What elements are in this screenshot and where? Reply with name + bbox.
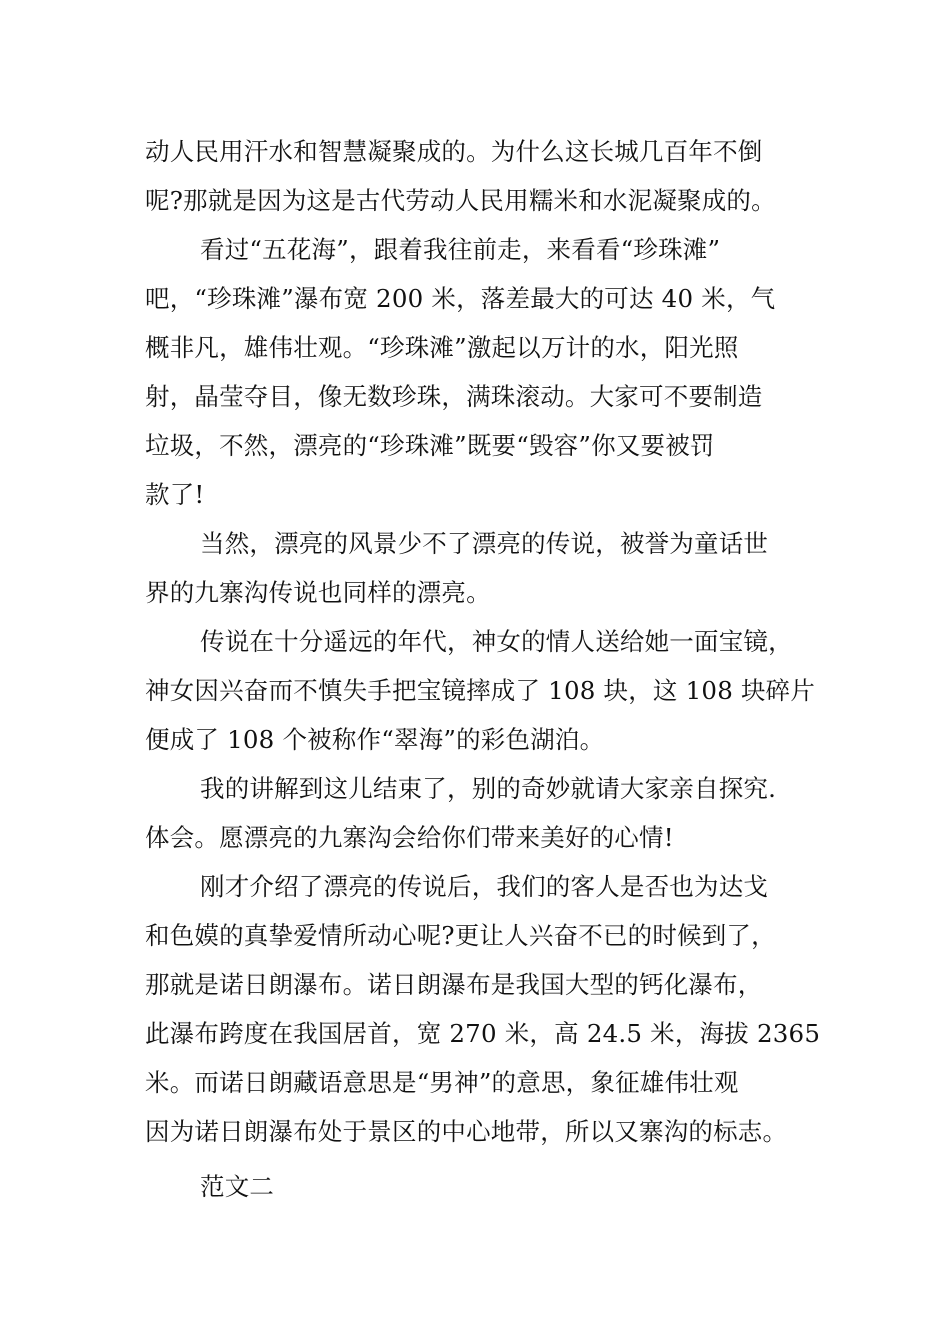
text-line: 呢?那就是因为这是古代劳动人民用糯米和水泥凝聚成的。 xyxy=(145,186,776,215)
text-line: 概非凡，雄伟壮观。“珍珠滩”激起以万计的水，阳光照 xyxy=(145,333,739,362)
text-line: 吧，“珍珠滩”瀑布宽 200 米，落差最大的可达 40 米，气 xyxy=(145,284,776,313)
document-body xyxy=(145,127,821,1211)
text-line: 刚才介绍了漂亮的传说后，我们的客人是否也为达戈 xyxy=(200,872,769,901)
text-line: 因为诺日朗瀑布处于景区的中心地带，所以又寨沟的标志。 xyxy=(145,1117,788,1146)
text-line: 此瀑布跨度在我国居首，宽 270 米，高 24.5 米，海拔 2365 xyxy=(145,1019,821,1048)
text-line: 米。而诺日朗藏语意思是“男神”的意思，象征雄伟壮观 xyxy=(145,1068,739,1097)
text-line: 款了! xyxy=(145,480,205,509)
text-line: 体会。愿漂亮的九寨沟会给你们带来美好的心情! xyxy=(145,823,674,852)
text-line: 那就是诺日朗瀑布。诺日朗瀑布是我国大型的钙化瀑布， xyxy=(145,970,763,999)
text-line: 看过“五花海”，跟着我往前走，来看看“珍珠滩” xyxy=(200,235,721,264)
text-line: 神女因兴奋而不慎失手把宝镜摔成了 108 块，这 108 块碎片 xyxy=(145,676,816,705)
text-line: 便成了 108 个被称作“翠海”的彩色湖泊。 xyxy=(145,725,605,754)
section-heading: 范文二 xyxy=(200,1172,275,1201)
text-line: 垃圾，不然，漂亮的“珍珠滩”既要“毁容”你又要被罚 xyxy=(145,431,715,460)
text-line: 和色嫫的真挚爱情所动心呢?更让人兴奋不已的时候到了， xyxy=(145,921,776,950)
text-line: 传说在十分遥远的年代，神女的情人送给她一面宝镜， xyxy=(200,627,793,656)
text-line: 界的九寨沟传说也同样的漂亮。 xyxy=(145,578,491,607)
text-line: 当然，漂亮的风景少不了漂亮的传说，被誉为童话世 xyxy=(200,529,769,558)
text-line: 射，晶莹夺目，像无数珍珠，满珠滚动。大家可不要制造 xyxy=(145,382,763,411)
text-line: 动人民用汗水和智慧凝聚成的。为什么这长城几百年不倒 xyxy=(145,137,763,166)
text-line: 我的讲解到这儿结束了，别的奇妙就请大家亲自探究. xyxy=(200,774,777,803)
